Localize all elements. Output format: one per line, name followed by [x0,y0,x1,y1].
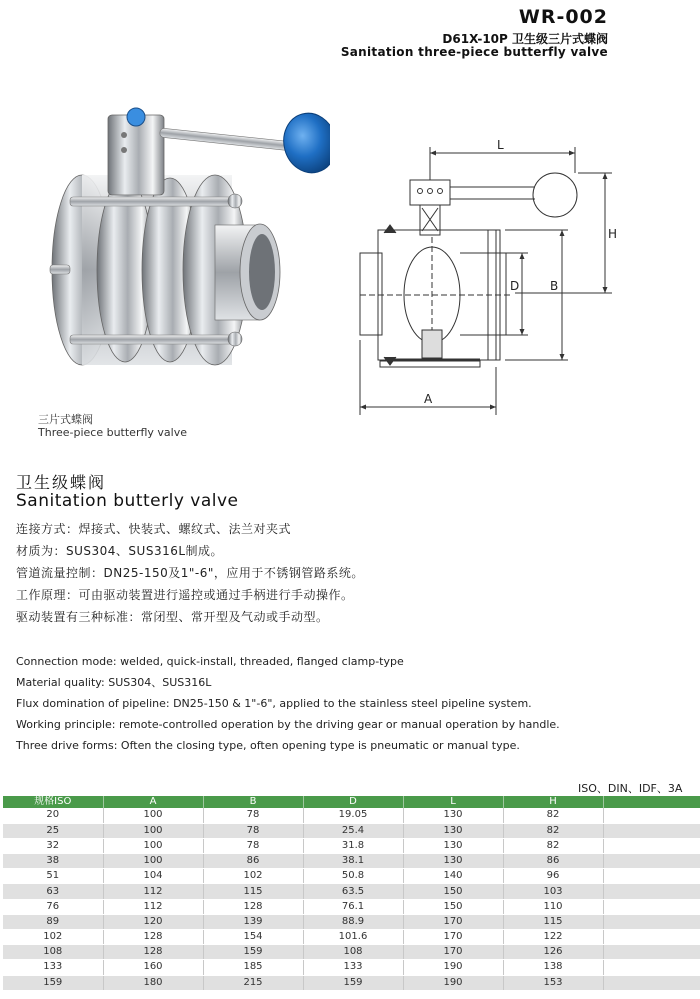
table-cell: 128 [103,945,203,960]
spec-table [3,796,700,991]
table-cell: 115 [203,884,303,899]
table-cell: 138 [503,960,603,975]
table-cell: 25.4 [303,823,403,838]
table-cell: 32 [3,838,103,853]
table-cell: 130 [403,838,503,853]
model-number: WR-002 [518,6,608,28]
table-row [3,899,700,914]
table-cell: 82 [503,838,603,853]
table-cell: 112 [103,899,203,914]
table-cell: 50.8 [303,869,403,884]
table-row [3,914,700,929]
table-cell [603,884,700,899]
table-cell: 133 [303,960,403,975]
table-row [3,975,700,990]
table-cell: 126 [503,945,603,960]
table-cell: 153 [503,975,603,990]
table-header: D [303,796,403,808]
table-row [3,869,700,884]
table-cell: 100 [103,823,203,838]
table-cell: 170 [403,945,503,960]
table-cell: 115 [503,914,603,929]
table-cell [603,823,700,838]
table-cell: 89 [3,914,103,929]
table-cell: 88.9 [303,914,403,929]
table-cell: 170 [403,930,503,945]
table-cell: 108 [3,945,103,960]
table-cell: 78 [203,823,303,838]
table-cell: 130 [403,808,503,823]
table-header: L [403,796,503,808]
table-cell: 100 [103,808,203,823]
standards-note: ISO、DIN、IDF、3A [578,782,683,795]
table-cell [603,914,700,929]
table-cell: 140 [403,869,503,884]
dimension-b-label: B [550,279,559,293]
table-cell [603,899,700,914]
table-cell: 130 [403,854,503,869]
section-title-en: Sanitation butterly valve [16,491,239,511]
photo-caption-cn: 三片式蝶阀 [38,413,93,426]
table-cell: 78 [203,838,303,853]
dimension-a-label: A [424,392,433,406]
table-cell: 120 [103,914,203,929]
table-cell: 38 [3,854,103,869]
table-cell: 122 [503,930,603,945]
photo-caption-en: Three-piece butterfly valve [38,426,187,439]
feature-cn-item: 驱动装置有三种标准：常闭型、常开型及气动或手动型。 [16,610,329,624]
table-cell: 108 [303,945,403,960]
table-cell: 63.5 [303,884,403,899]
table-cell: 82 [503,808,603,823]
feature-cn-item: 材质为：SUS304、SUS316L制成。 [16,544,224,558]
product-title-en: Sanitation three-piece butterfly valve [340,45,608,59]
table-cell: 102 [3,930,103,945]
table-header: B [203,796,303,808]
table-cell: 133 [3,960,103,975]
table-cell [603,808,700,823]
feature-en-item: Three drive forms: Often the closing type, often opening type is pneumatic or manual type. [16,739,520,752]
table-cell: 160 [103,960,203,975]
section-title-cn: 卫生级蝶阀 [16,473,107,492]
technical-drawing [350,125,640,420]
table-cell [603,838,700,853]
table-cell: 25 [3,823,103,838]
table-header-row [3,796,700,808]
feature-cn-item: 连接方式：焊接式、快装式、螺纹式、法兰对夹式 [16,522,292,536]
table-cell: 190 [403,960,503,975]
valve-photo [30,95,330,395]
table-header: 规格ISO [3,796,103,808]
table-cell: 128 [103,930,203,945]
feature-en-item: Material quality: SUS304、SUS316L [16,676,212,689]
table-cell: 96 [503,869,603,884]
table-cell: 38.1 [303,854,403,869]
table-cell: 159 [303,975,403,990]
product-title-cn: D61X-10P 卫生级三片式蝶阀 [442,32,608,46]
table-cell: 139 [203,914,303,929]
table-cell: 76 [3,899,103,914]
table-cell: 51 [3,869,103,884]
table-cell: 100 [103,854,203,869]
table-cell: 150 [403,884,503,899]
table-row [3,945,700,960]
feature-cn-item: 管道流量控制：DN25-150及1"-6"，应用于不锈钢管路系统。 [16,566,364,580]
table-row [3,884,700,899]
table-cell: 154 [203,930,303,945]
table-cell: 20 [3,808,103,823]
table-cell: 128 [203,899,303,914]
table-cell: 159 [203,945,303,960]
dimension-l-label: L [497,138,504,152]
table-cell [603,854,700,869]
table-cell: 185 [203,960,303,975]
table-cell: 130 [403,823,503,838]
table-row [3,960,700,975]
features-cn-list [16,518,364,628]
table-cell: 100 [103,838,203,853]
table-cell: 150 [403,899,503,914]
table-cell: 86 [203,854,303,869]
table-cell [603,930,700,945]
table-cell: 104 [103,869,203,884]
table-cell: 190 [403,975,503,990]
table-row [3,854,700,869]
table-cell: 19.05 [303,808,403,823]
table-cell: 86 [503,854,603,869]
table-row [3,823,700,838]
features-en-list [16,651,560,756]
table-cell [603,960,700,975]
feature-en-item: Flux domination of pipeline: DN25-150 & 1"-6", applied to the stainless steel pipeline system. [16,697,532,710]
feature-en-item: Working principle: remote-controlled operation by the driving gear or manual operation by handle. [16,718,560,731]
table-cell: 103 [503,884,603,899]
table-header: A [103,796,203,808]
table-row [3,808,700,823]
feature-cn-item: 工作原理：可由驱动装置进行遥控或通过手柄进行手动操作。 [16,588,354,602]
table-cell [603,945,700,960]
table-cell [603,975,700,990]
table-cell: 82 [503,823,603,838]
table-row [3,930,700,945]
table-cell: 101.6 [303,930,403,945]
dimension-h-label: H [608,227,618,241]
table-row [3,838,700,853]
table-cell: 180 [103,975,203,990]
table-cell: 170 [403,914,503,929]
table-cell: 110 [503,899,603,914]
table-cell: 112 [103,884,203,899]
table-cell: 63 [3,884,103,899]
table-cell [603,869,700,884]
table-cell: 215 [203,975,303,990]
dimension-d-label: D [510,279,520,293]
table-cell: 159 [3,975,103,990]
table-cell: 76.1 [303,899,403,914]
table-cell: 102 [203,869,303,884]
table-header: H [503,796,603,808]
table-header [603,796,700,808]
table-cell: 78 [203,808,303,823]
feature-en-item: Connection mode: welded, quick-install, threaded, flanged clamp-type [16,655,404,668]
table-cell: 31.8 [303,838,403,853]
